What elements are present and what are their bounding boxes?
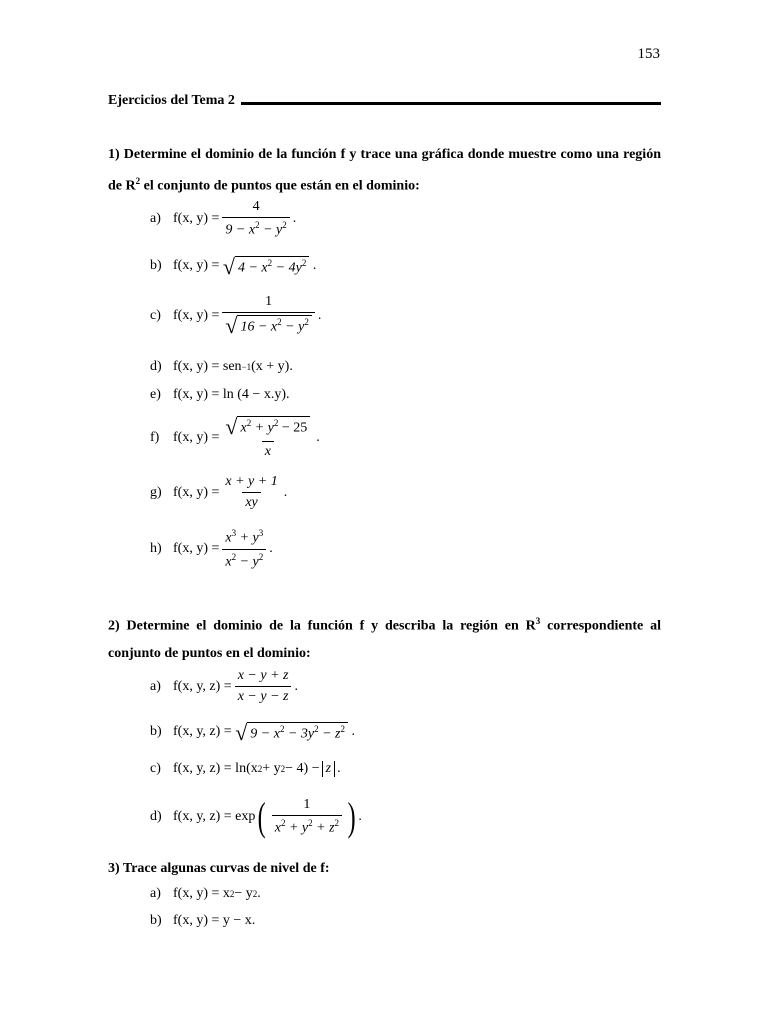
exercise-2a: a) f(x, y, z) = $\frac{x - y + z}{x - y - z}$ . bbox=[150, 668, 298, 704]
exercise-2b: b) f(x, y, z) = √ $9 - x^2 - 3y^2 - z^2$ . bbox=[150, 719, 356, 745]
exercise-1a: a) f(x, y) = $\frac{4}{9 - x^2 - y^2}$ . bbox=[150, 199, 297, 238]
exercise-2d: d) f(x, y, z) = exp ( $\frac{1}{x^2 + y^2 + z^2}$ ) . bbox=[150, 794, 362, 839]
section-header bbox=[108, 93, 661, 109]
exercise-3-statement: 3) Trace algunas curvas de nivel de f: bbox=[108, 861, 330, 876]
exercise-1g: g) f(x, y) = $\frac{x + y + 1}{xy}$ . bbox=[150, 474, 288, 510]
exercise-3a: a) f(x, y) = x 2 − y 2 . bbox=[150, 886, 261, 901]
exercise-1h: h) f(x, y) = $\frac{x^3 + y^3}{x^2 - y^2}$ . bbox=[150, 528, 273, 570]
page-number: 153 bbox=[637, 46, 660, 62]
exercise-1b: b) f(x, y) = √ $4 - x^2 - 4y^2$ . bbox=[150, 253, 317, 279]
exercise-1f: f) f(x, y) = √ $x^2 + y^2 - 25$ x . bbox=[150, 413, 320, 459]
header-rule bbox=[241, 102, 661, 105]
header-title: Ejercicios del Tema 2 bbox=[108, 93, 235, 108]
exercise-1-statement: 1) Determine el dominio de la función f y trace una gráfica donde muestre como una región de $R^2$ el conjunto de puntos que están en el dominio: bbox=[108, 147, 661, 194]
exercise-3b: b) f(x, y) = y − x. bbox=[150, 913, 256, 928]
exercise-1d: d) f(x, y) = sen −1 (x + y). bbox=[150, 359, 293, 374]
exercise-1c: c) f(x, y) = 1 √ $16 - x^2 - y^2$ . bbox=[150, 294, 322, 338]
exercise-2c: c) f(x, y, z) = ln(x 2 + y 2 − 4) − z . bbox=[150, 761, 341, 776]
exercise-2-statement: 2) Determine el dominio de la función f y describa la región en $R^3$ correspondiente al conjunto de puntos en el dominio: bbox=[108, 616, 661, 661]
exercise-1e: e) f(x, y) = ln (4 − x.y). bbox=[150, 387, 290, 402]
